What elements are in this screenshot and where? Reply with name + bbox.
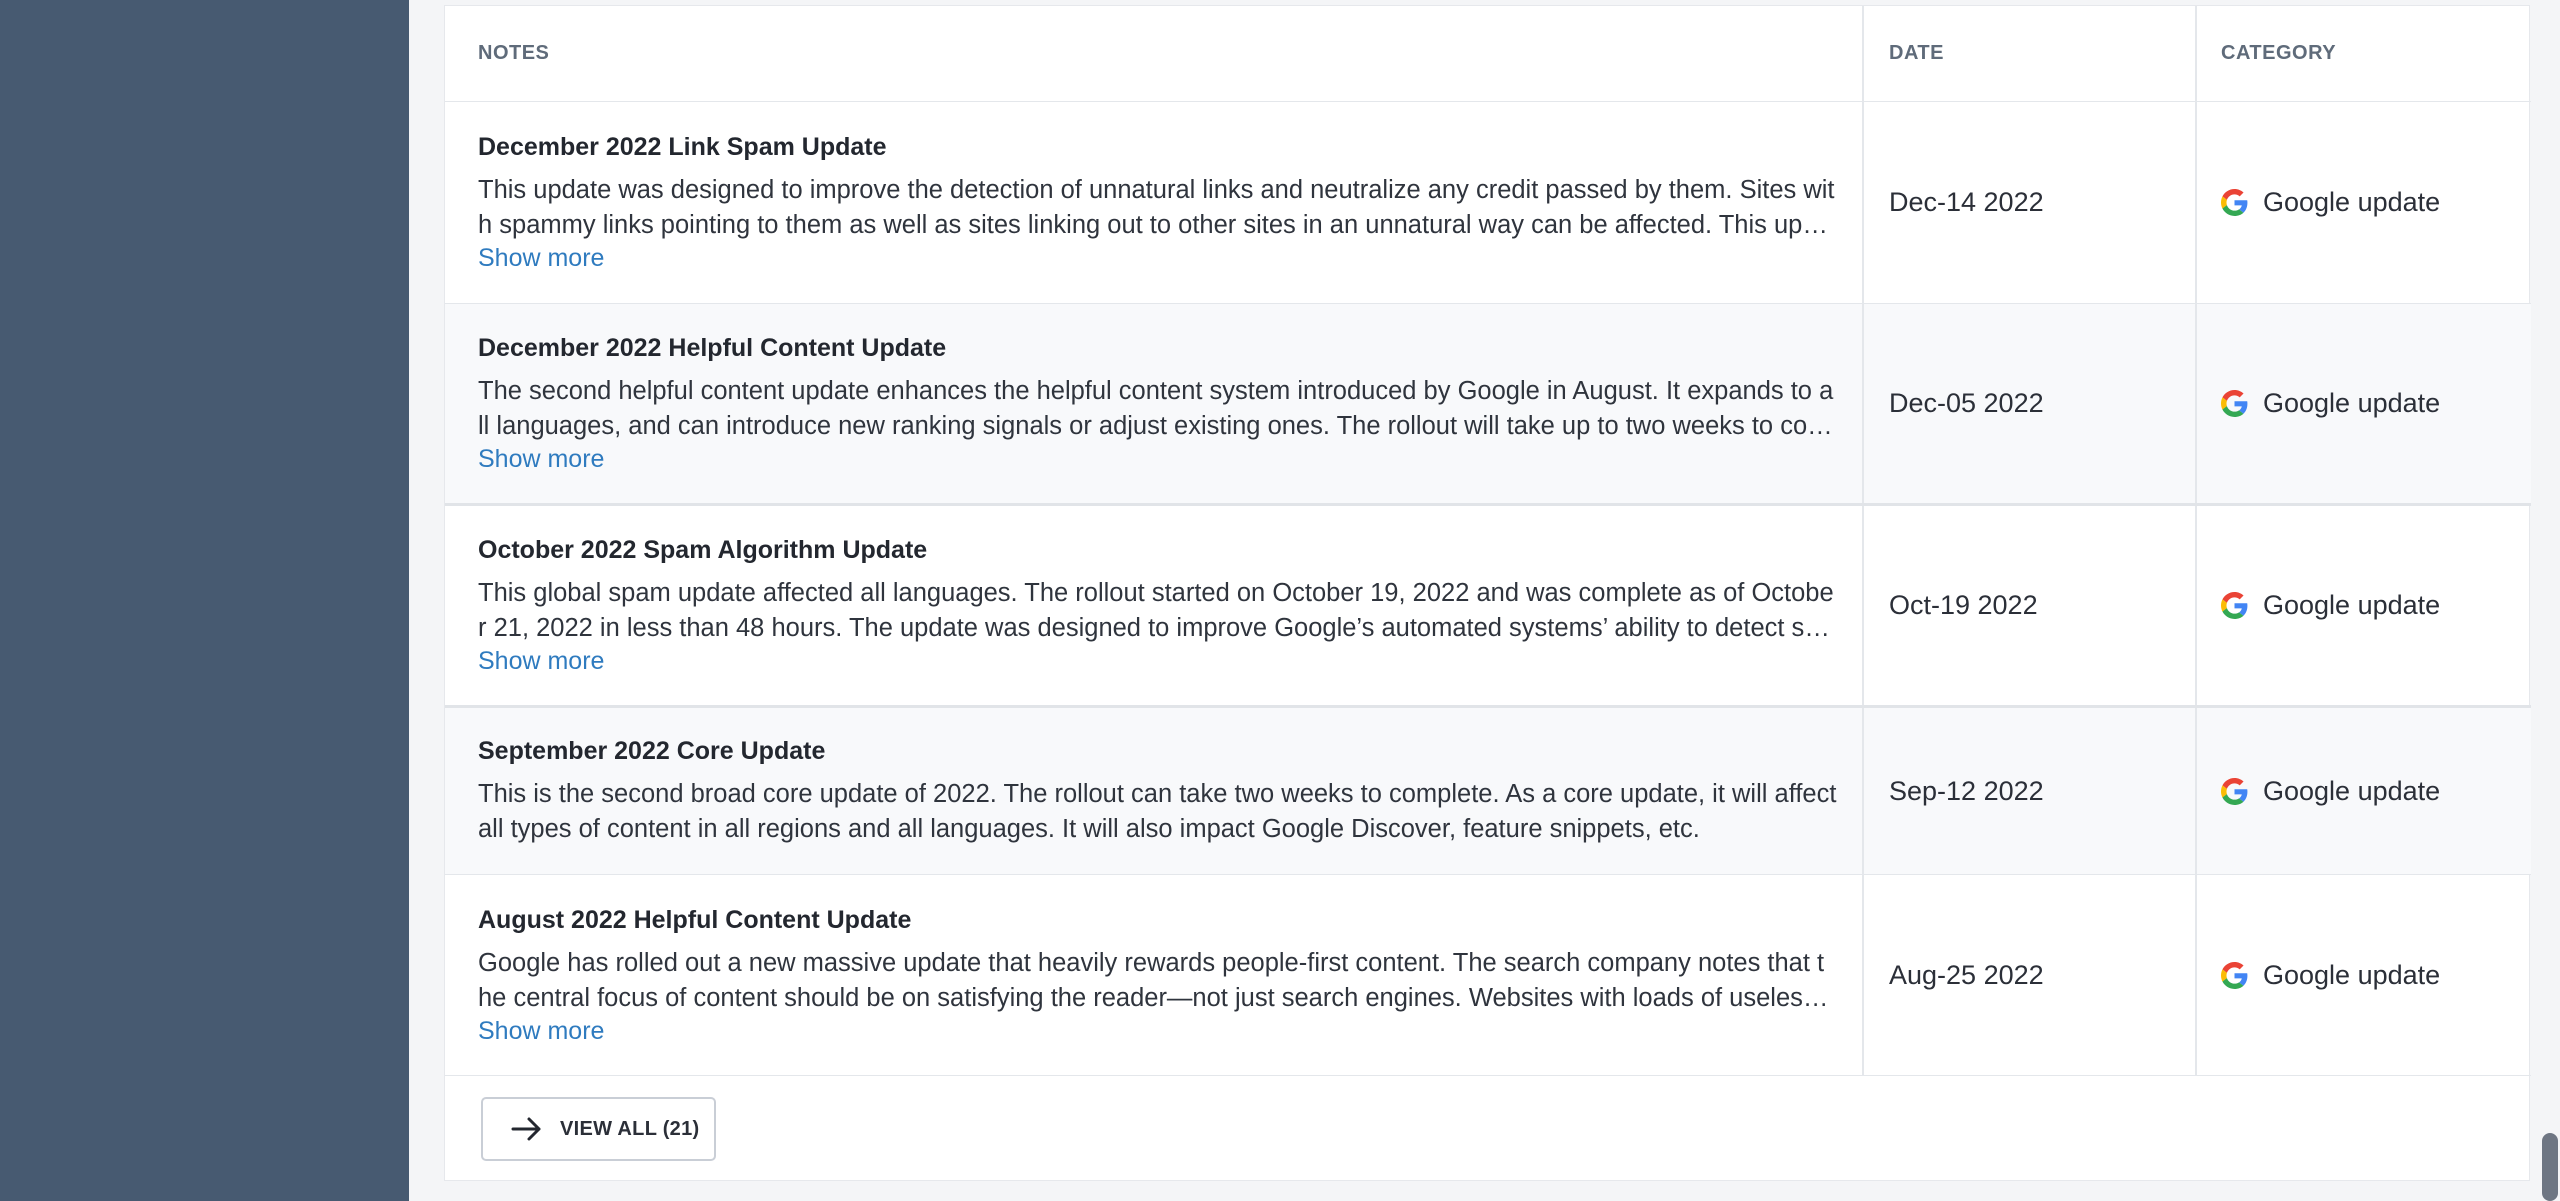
header-category: CATEGORY bbox=[2221, 42, 2337, 64]
header-date: DATE bbox=[1864, 6, 2197, 101]
category-cell bbox=[2197, 506, 2531, 705]
category-label: Google update bbox=[2263, 187, 2441, 217]
show-more-link[interactable]: Show more bbox=[478, 244, 605, 272]
category-label: Google update bbox=[2263, 388, 2441, 418]
show-more-link[interactable]: Show more bbox=[478, 445, 605, 473]
date-cell bbox=[1864, 102, 2197, 303]
category-label: Google update bbox=[2263, 959, 2441, 990]
note-description: Google has rolled out a new massive update that heavily rewards people-first content. The search company notes that the central focus of content should be on satisfying the reader—not just search engines. Websites with loads of useless c bbox=[478, 948, 1836, 1012]
notes-cell bbox=[445, 708, 1864, 874]
note-description: This is the second broad core update of 2022. The rollout can take two weeks to complete. As a core update, it will affect all types of content in all regions and all languages. It will also impact Google Discover, feature snippets, etc. bbox=[478, 779, 1837, 843]
table-row bbox=[445, 102, 2531, 304]
date-cell bbox=[1864, 506, 2197, 705]
date-cell bbox=[1864, 875, 2197, 1075]
note-description: The second helpful content update enhances the helpful content system introduced by Google in August. It expands to all languages, and can introduce new ranking signals or adjust existing ones. The rollout will take up to two weeks to com bbox=[478, 377, 1834, 440]
table-row bbox=[445, 506, 2531, 708]
google-updates-panel bbox=[444, 5, 2530, 1181]
note-description: This update was designed to improve the detection of unnatural links and neutralize any credit passed by them. Sites with spammy links pointing to them as well as sites linking out to other sites in an unnatural way can be affected. This updat bbox=[478, 176, 1838, 239]
google-icon bbox=[2221, 390, 2248, 417]
category-cell bbox=[2197, 102, 2531, 303]
table-row bbox=[445, 875, 2531, 1076]
date-value: Dec-14 2022 bbox=[1889, 187, 2044, 217]
notes-cell bbox=[445, 506, 1864, 705]
header-notes: NOTES bbox=[445, 6, 1864, 101]
category-label: Google update bbox=[2263, 775, 2441, 806]
page-scrollbar[interactable] bbox=[2540, 0, 2560, 1201]
table-row bbox=[445, 304, 2531, 506]
date-value: Aug-25 2022 bbox=[1889, 959, 2044, 990]
table-row bbox=[445, 708, 2531, 875]
notes-cell bbox=[445, 304, 1864, 503]
sidebar bbox=[0, 0, 409, 1201]
note-title: December 2022 Link Spam Update bbox=[478, 133, 887, 161]
show-more-link[interactable]: Show more bbox=[478, 647, 605, 675]
table-footer bbox=[481, 1097, 716, 1161]
google-icon bbox=[2221, 778, 2248, 805]
date-value: Sep-12 2022 bbox=[1889, 775, 2044, 806]
category-cell bbox=[2197, 304, 2531, 503]
date-cell bbox=[1864, 708, 2197, 874]
note-description: This global spam update affected all languages. The rollout started on October 19, 2022 and was complete as of October 21, 2022 in less than 48 hours. The update was designed to improve Google’s automated systems’ ability to detect spa bbox=[478, 579, 1834, 642]
google-icon bbox=[2221, 189, 2248, 216]
note-title: September 2022 Core Update bbox=[478, 736, 826, 765]
google-icon bbox=[2221, 962, 2248, 989]
updates-table bbox=[445, 6, 2531, 1076]
category-cell bbox=[2197, 708, 2531, 874]
note-title: August 2022 Helpful Content Update bbox=[478, 905, 912, 934]
date-value: Dec-05 2022 bbox=[1889, 388, 2044, 418]
google-icon bbox=[2221, 592, 2248, 619]
note-title: December 2022 Helpful Content Update bbox=[478, 334, 947, 362]
view-all-button[interactable] bbox=[481, 1097, 716, 1161]
notes-cell bbox=[445, 875, 1864, 1075]
date-value: Oct-19 2022 bbox=[1889, 590, 2038, 620]
view-all-label: VIEW ALL (21) bbox=[560, 1117, 700, 1140]
note-title: October 2022 Spam Algorithm Update bbox=[478, 536, 928, 564]
category-label: Google update bbox=[2263, 590, 2441, 620]
table-header bbox=[445, 6, 2531, 102]
date-cell bbox=[1864, 304, 2197, 503]
category-cell bbox=[2197, 875, 2531, 1075]
notes-cell bbox=[445, 102, 1864, 303]
show-more-link[interactable]: Show more bbox=[478, 1016, 605, 1045]
scrollbar-thumb[interactable] bbox=[2542, 1133, 2558, 1201]
arrow-right-icon bbox=[511, 1116, 543, 1142]
